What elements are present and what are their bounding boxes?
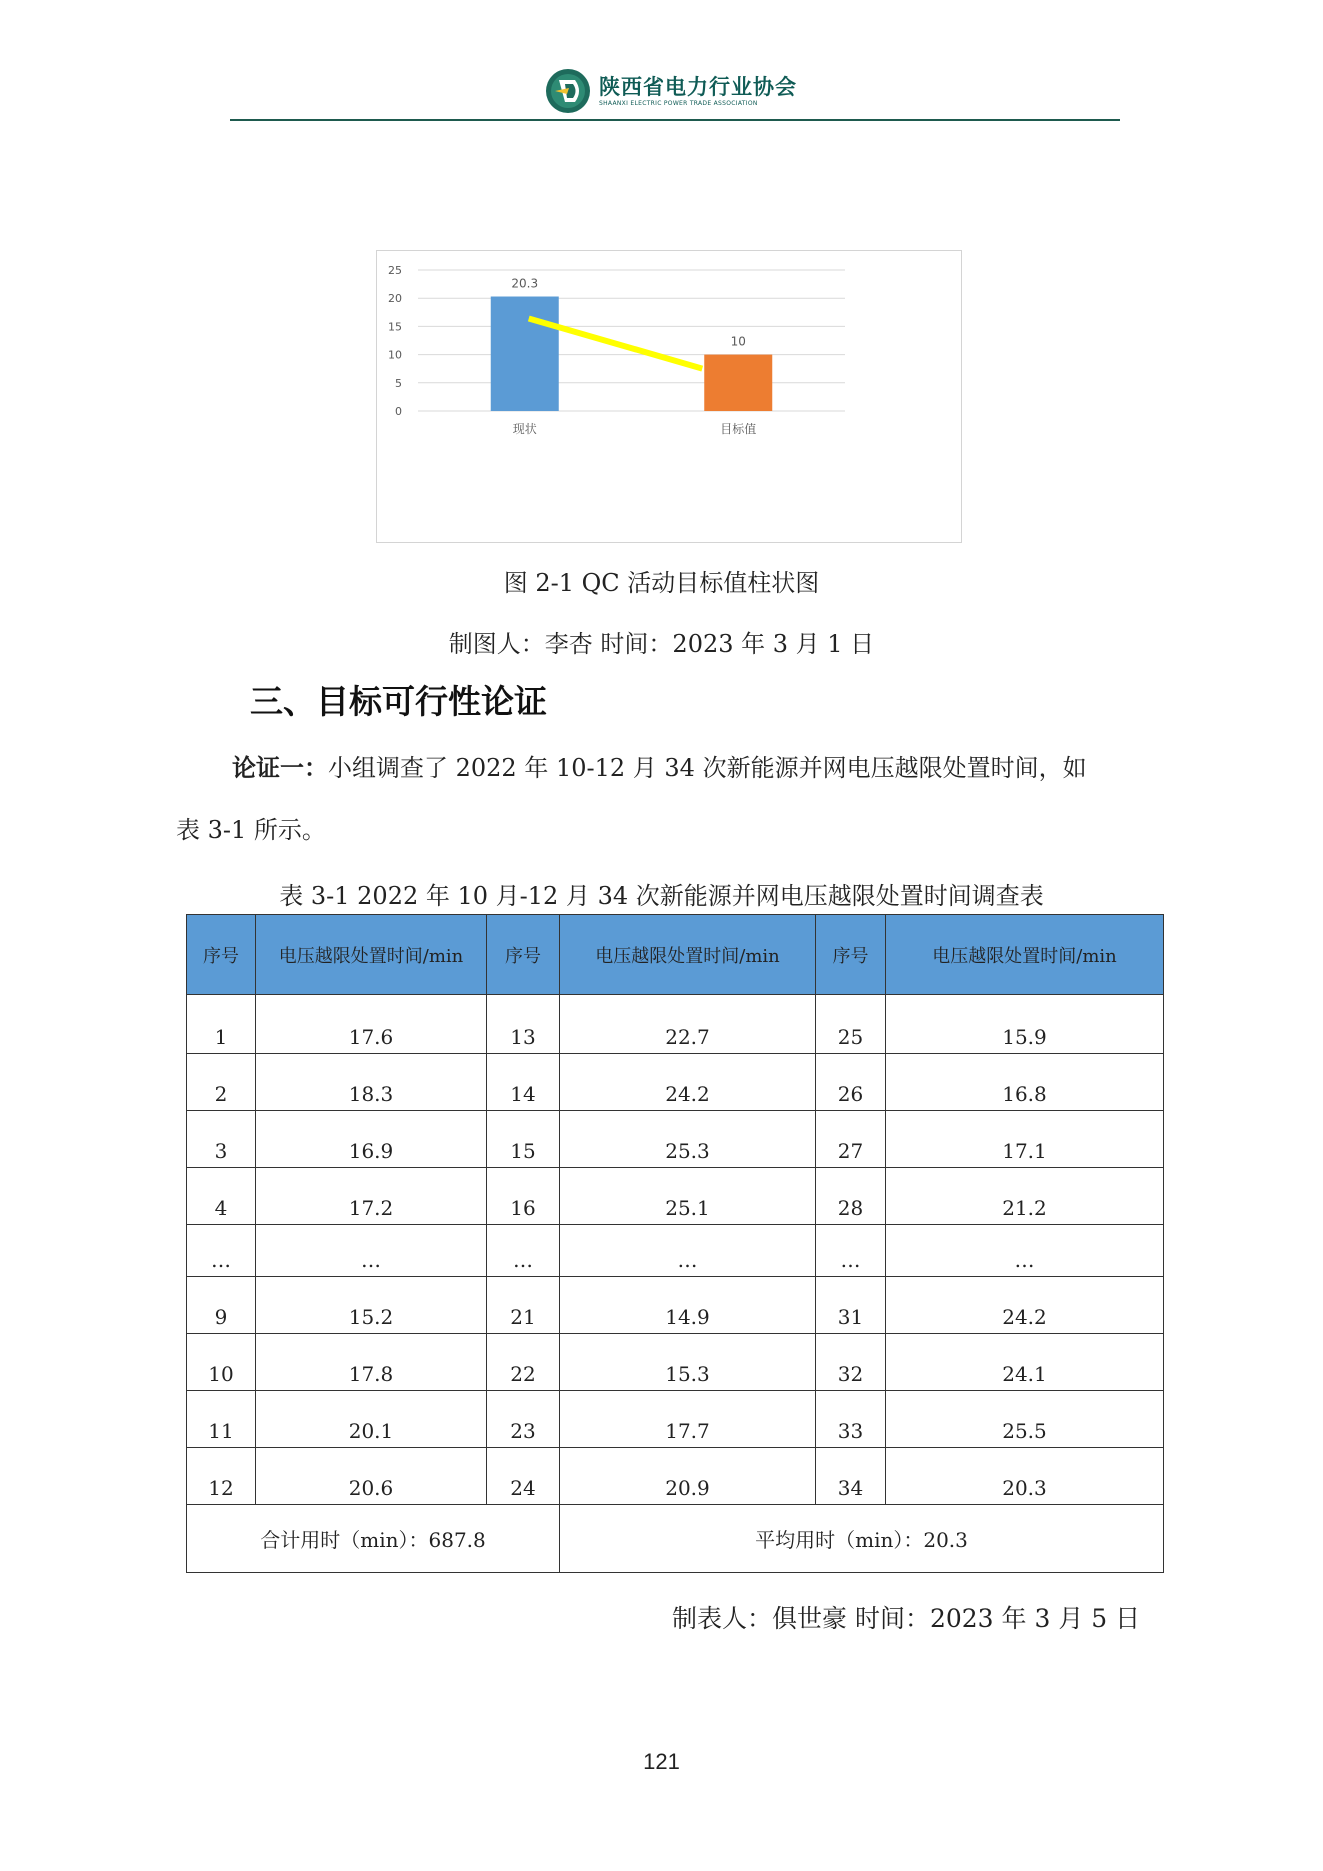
total-time-cell: 合计用时（min）：687.8 xyxy=(187,1505,560,1573)
sequence-cell: 10 xyxy=(187,1334,256,1391)
table-row xyxy=(187,1334,1164,1391)
time-cell: 25.1 xyxy=(560,1168,816,1225)
table-row xyxy=(187,1391,1164,1448)
header-cell: 序号 xyxy=(187,915,256,995)
time-cell: 14.9 xyxy=(560,1277,816,1334)
time-cell: 15.2 xyxy=(256,1277,487,1334)
sequence-cell: 3 xyxy=(187,1111,256,1168)
time-cell: 20.6 xyxy=(256,1448,487,1505)
figure-caption: 图 2-1 QC 活动目标值柱状图 xyxy=(503,569,820,597)
target-bar-chart xyxy=(376,250,962,543)
y-tick-label: 20 xyxy=(388,292,402,306)
table-row xyxy=(187,1448,1164,1505)
table-title: 表 3-1 2022 年 10 月-12 月 34 次新能源并网电压越限处置时间调查表 xyxy=(279,882,1044,910)
table-row xyxy=(187,995,1164,1054)
sequence-cell: 13 xyxy=(487,995,560,1054)
sequence-cell: … xyxy=(487,1225,560,1277)
argument-label: 论证一： xyxy=(232,754,328,782)
sequence-cell: 31 xyxy=(816,1277,886,1334)
paragraph-continuation: 表 3-1 所示。 xyxy=(176,816,326,844)
time-cell: 15.3 xyxy=(560,1334,816,1391)
header-cell: 序号 xyxy=(487,915,560,995)
table-row xyxy=(187,1054,1164,1111)
average-time-cell: 平均用时（min）：20.3 xyxy=(560,1505,1164,1573)
sequence-cell: 15 xyxy=(487,1111,560,1168)
page-header xyxy=(0,60,1323,120)
time-cell: 18.3 xyxy=(256,1054,487,1111)
time-cell: … xyxy=(886,1225,1164,1277)
header-cell: 序号 xyxy=(816,915,886,995)
sequence-cell: 21 xyxy=(487,1277,560,1334)
table-row xyxy=(187,1277,1164,1334)
time-cell: 17.7 xyxy=(560,1391,816,1448)
x-category-label: 现状 xyxy=(512,422,537,436)
association-emblem-icon xyxy=(545,68,591,114)
sequence-cell: 25 xyxy=(816,995,886,1054)
time-cell: 25.5 xyxy=(886,1391,1164,1448)
y-tick-label: 15 xyxy=(388,320,402,334)
bar-data-label: 20.3 xyxy=(511,276,539,291)
section-title: 三、目标可行性论证 xyxy=(250,682,547,721)
sequence-cell: 28 xyxy=(816,1168,886,1225)
survey-table xyxy=(186,914,1164,1573)
table-author-line: 制表人：俱世豪 时间：2023 年 3 月 5 日 xyxy=(672,1604,1141,1633)
time-cell: 15.9 xyxy=(886,995,1164,1054)
y-tick-label: 5 xyxy=(395,376,402,390)
sequence-cell: 12 xyxy=(187,1448,256,1505)
time-cell: 20.9 xyxy=(560,1448,816,1505)
page-number: 121 xyxy=(643,1749,680,1774)
y-tick-label: 10 xyxy=(388,348,402,362)
table-row xyxy=(187,1111,1164,1168)
table-row xyxy=(187,1168,1164,1225)
table-row xyxy=(187,1225,1164,1277)
time-cell: 20.1 xyxy=(256,1391,487,1448)
argument-text: 小组调查了 2022 年 10-12 月 34 次新能源并网电压越限处置时间，如 xyxy=(328,754,1087,782)
header-cell: 电压越限处置时间/min xyxy=(560,915,816,995)
sequence-cell: … xyxy=(816,1225,886,1277)
sequence-cell: 4 xyxy=(187,1168,256,1225)
sequence-cell: 11 xyxy=(187,1391,256,1448)
time-cell: … xyxy=(256,1225,487,1277)
sequence-cell: 9 xyxy=(187,1277,256,1334)
bar xyxy=(491,297,559,411)
org-name-en: SHAANXI ELECTRIC POWER TRADE ASSOCIATION xyxy=(599,99,758,107)
paragraph-lead xyxy=(232,748,1087,783)
sequence-cell: 14 xyxy=(487,1054,560,1111)
time-cell: 24.2 xyxy=(560,1054,816,1111)
chart-svg xyxy=(377,251,963,544)
bar xyxy=(704,355,772,411)
sequence-cell: 34 xyxy=(816,1448,886,1505)
time-cell: 17.8 xyxy=(256,1334,487,1391)
header-cell: 电压越限处置时间/min xyxy=(886,915,1164,995)
time-cell: 24.1 xyxy=(886,1334,1164,1391)
figure-author-line: 制图人：李杏 时间：2023 年 3 月 1 日 xyxy=(448,630,875,658)
sequence-cell: 32 xyxy=(816,1334,886,1391)
header-cell: 电压越限处置时间/min xyxy=(256,915,487,995)
y-tick-label: 0 xyxy=(395,405,402,418)
sequence-cell: 33 xyxy=(816,1391,886,1448)
sequence-cell: 24 xyxy=(487,1448,560,1505)
sequence-cell: 1 xyxy=(187,995,256,1054)
time-cell: 17.2 xyxy=(256,1168,487,1225)
sequence-cell: 23 xyxy=(487,1391,560,1448)
summary-row xyxy=(187,1505,1164,1573)
time-cell: 17.1 xyxy=(886,1111,1164,1168)
header-divider xyxy=(230,119,1120,121)
time-cell: 25.3 xyxy=(560,1111,816,1168)
association-logo xyxy=(545,68,797,114)
x-category-label: 目标值 xyxy=(720,422,757,436)
bar-data-label: 10 xyxy=(730,334,746,349)
sequence-cell: 27 xyxy=(816,1111,886,1168)
sequence-cell: … xyxy=(187,1225,256,1277)
time-cell: … xyxy=(560,1225,816,1277)
time-cell: 16.8 xyxy=(886,1054,1164,1111)
time-cell: 22.7 xyxy=(560,995,816,1054)
time-cell: 17.6 xyxy=(256,995,487,1054)
org-name-cn: 陕西省电力行业协会 xyxy=(599,74,797,99)
sequence-cell: 22 xyxy=(487,1334,560,1391)
time-cell: 24.2 xyxy=(886,1277,1164,1334)
y-tick-label: 25 xyxy=(388,264,402,277)
sequence-cell: 2 xyxy=(187,1054,256,1111)
time-cell: 20.3 xyxy=(886,1448,1164,1505)
time-cell: 16.9 xyxy=(256,1111,487,1168)
table-header-row xyxy=(187,915,1164,995)
sequence-cell: 16 xyxy=(487,1168,560,1225)
sequence-cell: 26 xyxy=(816,1054,886,1111)
time-cell: 21.2 xyxy=(886,1168,1164,1225)
